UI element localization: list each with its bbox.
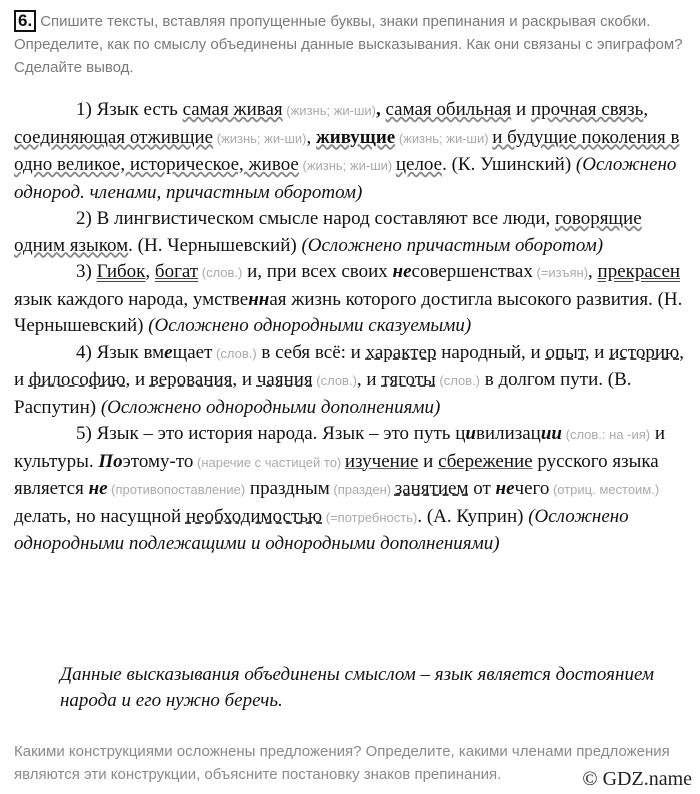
grammar-note: (слов.) xyxy=(312,373,357,388)
text-segment: и xyxy=(418,450,439,472)
text-segment: 1) Язык есть xyxy=(76,99,183,120)
text-segment: совершенствах xyxy=(411,261,533,282)
grammar-note: (=потребность) xyxy=(322,509,418,525)
grammar-note: (=изъян) xyxy=(532,265,589,280)
task-header xyxy=(14,10,694,79)
text-segment: язык каждого народа, умстве xyxy=(14,288,249,310)
text-segment: . (А. Куприн) xyxy=(417,505,529,527)
text-segment: и, при всех своих xyxy=(242,261,393,282)
text-segment: 4) Язык вм xyxy=(76,341,165,363)
text-segment: . (Н. Чернышевский) xyxy=(128,234,302,256)
text-segment: изучение xyxy=(344,450,419,472)
text-segment: живущие xyxy=(315,126,396,148)
text-segment: богат xyxy=(154,261,199,282)
text-segment: праздным xyxy=(245,478,330,499)
text-segment: (Осложнено однород. членами, причастным оборотом) xyxy=(14,154,677,203)
text-segment: прочная связь xyxy=(530,99,644,120)
text-segment: в долгом пути. (В. Распутин) xyxy=(14,369,632,418)
text-segment: не xyxy=(88,478,108,499)
text-segment: и будущие поколения в одно великое, историческое, живое xyxy=(14,126,680,175)
text-segment: философию xyxy=(28,369,126,390)
text-segment: 2) В лингвистическом смысле народ составляют все люди, xyxy=(76,208,556,229)
text-segment: , и xyxy=(584,341,610,363)
text-segment: е xyxy=(164,341,173,363)
text-segment: говорящие одним языком xyxy=(14,208,642,256)
text-segment: , xyxy=(643,99,649,120)
text-segment: не xyxy=(392,261,412,282)
grammar-note: (жизнь; жи-ши) xyxy=(213,130,307,146)
text-segment: . (К. Ушинский) xyxy=(442,154,576,175)
text-segment: (Осложнено однородными сказуемыми) xyxy=(148,315,472,336)
text-segment: характер xyxy=(365,341,437,363)
text-segment: в себя всё: и xyxy=(256,341,366,363)
text-segment: прекрасен xyxy=(597,261,681,282)
text-segment: (Осложнено однородными подлежащими и однородными дополнениями) xyxy=(14,505,629,554)
text-segment: чаяния xyxy=(256,369,313,390)
text-segment: вилизац xyxy=(475,423,541,444)
text-segment: (Осложнено однородными дополнениями) xyxy=(100,396,441,418)
grammar-note: (слов.) xyxy=(212,345,257,361)
grammar-note: (отриц. местоим.) xyxy=(549,482,660,497)
text-segment: (Осложнено причастным оборотом) xyxy=(301,234,604,256)
quote-paragraph xyxy=(14,206,690,259)
quotes-body xyxy=(14,97,690,558)
grammar-note: (жизнь; жи-ши) xyxy=(298,158,396,173)
text-segment: от xyxy=(468,478,496,499)
text-segment: , и xyxy=(356,369,382,390)
task-number: 6. xyxy=(14,10,36,32)
grammar-note: (слов.) xyxy=(435,373,481,388)
text-segment: целое xyxy=(395,154,443,175)
text-segment: ии xyxy=(540,423,562,444)
text-segment: самая обильная xyxy=(385,99,512,120)
text-segment: щает xyxy=(172,341,213,363)
text-segment: самая живая xyxy=(182,99,283,120)
text-segment: нн xyxy=(248,288,270,310)
question: Какими конструкциями осложнены предложения? Определите, какими членами предложения являются эти конструкции, объясните постановку знаков препинания. xyxy=(14,743,670,783)
conclusion: Данные высказывания объединены смыслом – язык является достоянием народа и его нужно беречь. xyxy=(60,664,655,711)
grammar-note: (жизнь; жи-ши) xyxy=(282,103,377,118)
text-segment: необходимостью xyxy=(185,505,323,527)
text-segment: делать, но насущной xyxy=(14,505,186,527)
text-segment: , xyxy=(145,261,155,282)
text-segment: соединяющая отживщие xyxy=(14,126,214,148)
quote-paragraph xyxy=(14,340,690,422)
grammar-note: (слов.) xyxy=(198,265,243,280)
grammar-note: (противопоставление) xyxy=(107,482,246,497)
text-segment: , xyxy=(376,99,386,120)
text-segment: Гибок xyxy=(96,261,146,282)
text-segment: , и xyxy=(14,341,684,390)
watermark: © GDZ.name xyxy=(578,768,692,791)
text-segment: По xyxy=(98,450,123,472)
grammar-note: (празден) xyxy=(329,482,395,497)
quote-paragraph xyxy=(14,259,690,340)
text-segment: этому-то xyxy=(122,450,194,472)
text-segment: , и xyxy=(125,369,150,390)
text-segment: и культуры. xyxy=(14,423,666,472)
text-segment: русского языка является xyxy=(14,450,659,499)
text-segment: опыт xyxy=(545,341,585,363)
quote-paragraph xyxy=(14,421,690,558)
quote-paragraph xyxy=(14,97,690,206)
text-segment: историю xyxy=(609,341,680,363)
text-segment: ая жизнь которого достигла высокого развития. (Н. Чернышевский) xyxy=(14,288,683,336)
text-segment: и xyxy=(511,99,531,120)
grammar-note: (наречие с частицей то) xyxy=(193,454,345,470)
text-segment: сбережение xyxy=(438,450,533,472)
text-segment: 5) Язык – это история народа. Язык – это путь ц xyxy=(76,423,466,444)
text-segment: , xyxy=(588,261,598,282)
text-segment: занятием xyxy=(394,478,469,499)
text-segment: не xyxy=(495,478,515,499)
text-segment: тяготы xyxy=(381,369,436,390)
text-segment: , xyxy=(306,126,316,148)
text-segment: и xyxy=(465,423,476,444)
text-segment: народный, и xyxy=(436,341,546,363)
task-text: Спишите тексты, вставляя пропущенные буквы, знаки препинания и раскрывая скобки. Определите, как по смыслу объединены данные высказывания. Как они связаны с эпиграфом? Сделайте вывод. xyxy=(14,13,683,76)
text-segment: верования xyxy=(149,369,233,390)
text-segment: , и xyxy=(232,369,257,390)
grammar-note: (слов.: на -ия) xyxy=(562,427,651,442)
text-segment: чего xyxy=(514,478,550,499)
grammar-note: (жизнь; жи-ши) xyxy=(395,130,493,146)
text-segment: 3) xyxy=(76,261,97,282)
